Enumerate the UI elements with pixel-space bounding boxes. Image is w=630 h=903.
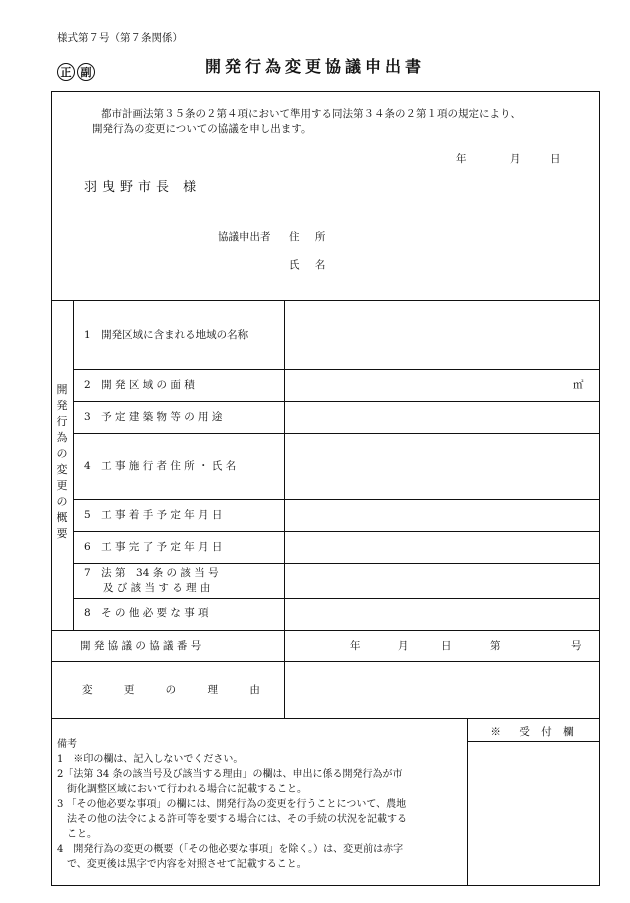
row-area-name-label: 1 開発区域に含まれる地域の名称 bbox=[84, 329, 249, 341]
row-end-date-label: 6 工 事 完 了 予 定 年 月 日 bbox=[84, 541, 223, 553]
row-start-date-label: 5 工 事 着 手 予 定 年 月 日 bbox=[84, 509, 223, 521]
change-reason-label: 変 更 の 理 由 bbox=[82, 684, 274, 696]
section-label-change-summary: 開発行為の変更の概要 bbox=[56, 383, 68, 540]
intro-line-2: 開発行為の変更についての協議を申し出ます。 bbox=[92, 123, 312, 135]
divider bbox=[51, 630, 600, 631]
consultation-number-label: 開 発 協 議 の 協 議 番 号 bbox=[80, 640, 202, 652]
area-unit: ㎡ bbox=[573, 379, 584, 391]
remarks-heading: 備考 bbox=[57, 739, 77, 750]
divider bbox=[73, 369, 600, 370]
consultation-month: 月 bbox=[398, 640, 409, 652]
remarks-item: で、変更後は黒字で内容を対照させて記載すること。 bbox=[57, 859, 307, 870]
remarks-item: 3 「その他必要な事項」の欄には、開発行為の変更を行うことについて、農地 bbox=[57, 799, 407, 810]
remarks-item: 4 開発行為の変更の概要（「その他必要な事項」を除く。）は、変更前は赤字 bbox=[57, 844, 404, 855]
consultation-dai: 第 bbox=[490, 640, 501, 652]
remarks-item: 街化調整区域において行われる場合に記載すること。 bbox=[57, 784, 307, 795]
intro-text bbox=[92, 107, 521, 137]
duplicate-mark: 副 bbox=[77, 63, 95, 81]
applicant-name-label: 氏 名 bbox=[289, 259, 332, 271]
original-mark: 正 bbox=[57, 63, 75, 81]
row-area-size-label: 2 開 発 区 域 の 面 積 bbox=[84, 379, 195, 391]
divider bbox=[73, 300, 74, 630]
remarks-item: こと。 bbox=[57, 829, 97, 840]
row-article34-label-1: 7 法 第 34 条 の 該 当 号 bbox=[84, 567, 219, 579]
applicant-label: 協議申出者 bbox=[218, 231, 271, 243]
date-year: 年 bbox=[456, 153, 467, 165]
consultation-go: 号 bbox=[571, 640, 582, 652]
divider bbox=[73, 433, 600, 434]
remarks-item: 2「法第 34 条の該当号及び該当する理由」の欄は、申出に係る開発行為が市 bbox=[57, 769, 403, 780]
divider bbox=[51, 661, 600, 662]
applicant-address-label: 住 所 bbox=[289, 231, 332, 243]
divider bbox=[51, 718, 600, 719]
remarks-item: 1 ※印の欄は、記入しないでください。 bbox=[57, 754, 244, 765]
divider bbox=[73, 598, 600, 599]
date-month: 月 bbox=[510, 153, 521, 165]
remarks-item: 法その他の法令による許可等を要する場合には、その手続の状況を記載する bbox=[57, 814, 407, 825]
recipient: 羽曳野市長 様 bbox=[84, 180, 202, 195]
divider bbox=[73, 531, 600, 532]
divider bbox=[467, 741, 600, 742]
divider bbox=[73, 499, 600, 500]
receipt-column-label: ※ 受 付 欄 bbox=[490, 726, 578, 738]
row-article34-label-2: 及 び 該 当 す る 理 由 bbox=[103, 582, 211, 594]
row-building-use-label: 3 予 定 建 築 物 等 の 用 途 bbox=[84, 411, 223, 423]
divider bbox=[73, 563, 600, 564]
row-other-matters-label: 8 そ の 他 必 要 な 事 項 bbox=[84, 607, 209, 619]
row-contractor-label: 4 工 事 施 行 者 住 所 ・ 氏 名 bbox=[84, 460, 237, 472]
intro-line-1: 都市計画法第３５条の２第４項において準用する同法第３４条の２第１項の規定により、 bbox=[101, 108, 521, 120]
divider bbox=[51, 300, 600, 301]
consultation-year: 年 bbox=[350, 640, 361, 652]
divider bbox=[284, 300, 285, 718]
form-number: 様式第７号（第７条関係） bbox=[57, 32, 183, 44]
date-day: 日 bbox=[550, 153, 561, 165]
divider bbox=[73, 401, 600, 402]
divider bbox=[467, 718, 468, 886]
consultation-day: 日 bbox=[441, 640, 452, 652]
page-title: 開発行為変更協議申出書 bbox=[204, 57, 425, 76]
